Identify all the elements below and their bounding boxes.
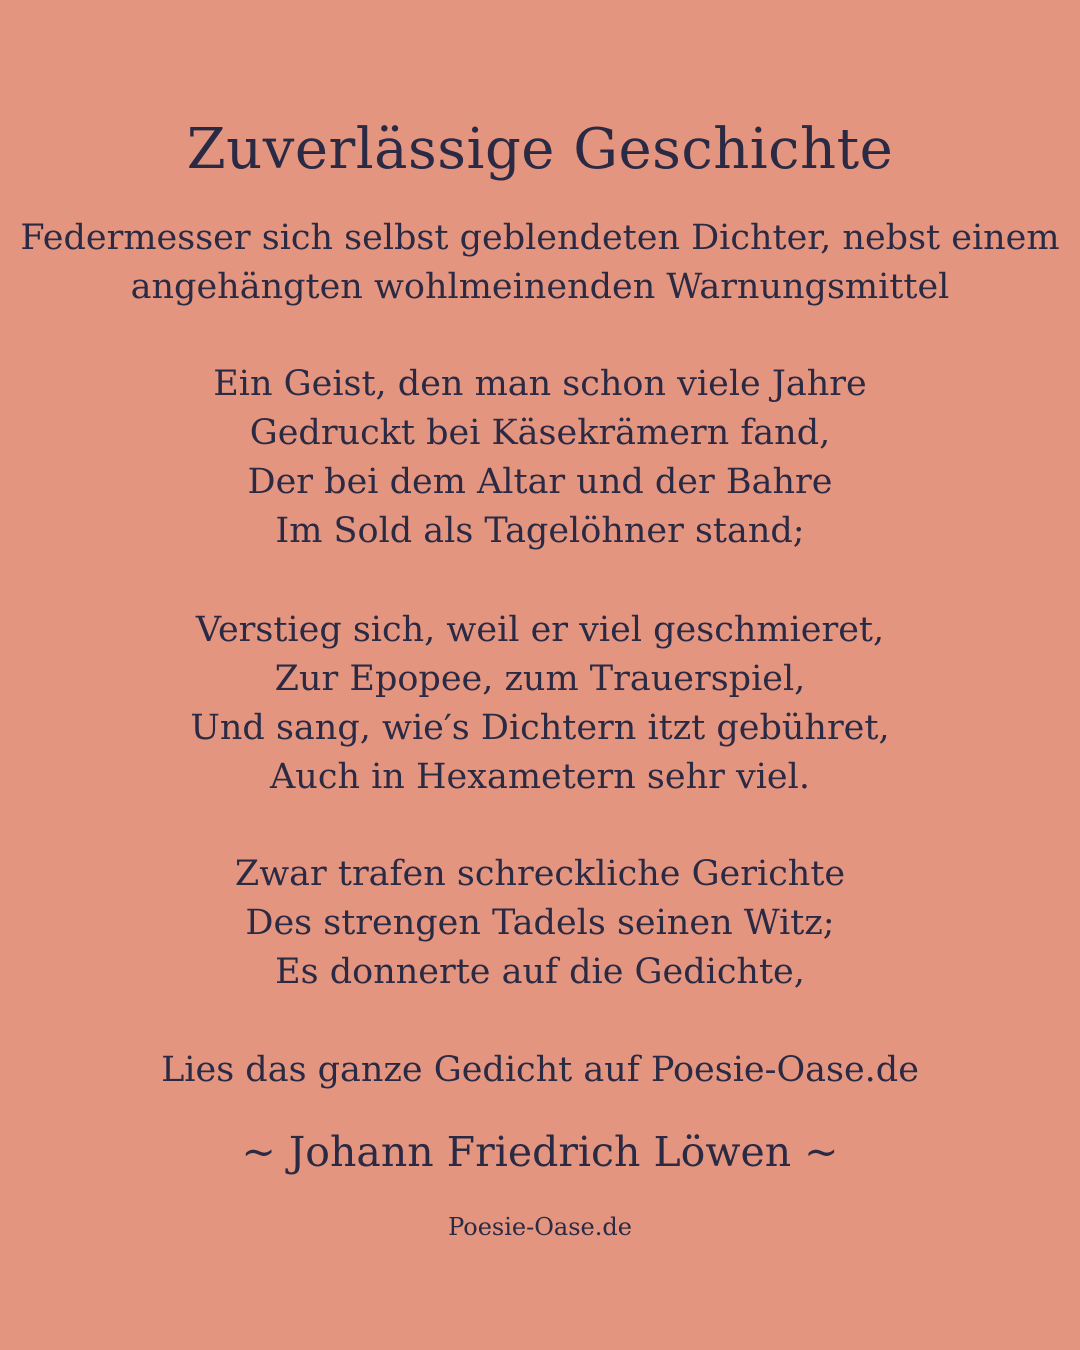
verse-line: Auch in Hexametern sehr viel.	[270, 757, 810, 797]
site-watermark: Poesie-Oase.de	[448, 1213, 632, 1241]
poem-subtitle	[20, 214, 1060, 312]
subtitle-line: angehängten wohlmeinenden Warnungsmittel	[130, 267, 950, 307]
subtitle-line: Federmesser sich selbst geblendeten Dichter, nebst einem	[20, 218, 1060, 258]
verse-line: Gedruckt bei Käsekrämern fand,	[249, 413, 831, 453]
read-more-text: Lies das ganze Gedicht auf Poesie-Oase.de	[161, 1050, 919, 1090]
verse-line: Der bei dem Altar und der Bahre	[247, 462, 833, 502]
verse-line: Verstieg sich, weil er viel geschmieret,	[195, 610, 885, 650]
poem-title: Zuverlässige Geschichte	[186, 117, 894, 182]
verse-line: Ein Geist, den man schon viele Jahre	[213, 364, 867, 404]
stanza-1	[0, 360, 1080, 556]
verse-line: Und sang, wie′s Dichtern itzt gebühret,	[190, 708, 890, 748]
author-name: ~ Johann Friedrich Löwen ~	[241, 1128, 839, 1176]
verse-line: Zwar trafen schreckliche Gerichte	[234, 854, 846, 894]
verse-line: Im Sold als Tagelöhner stand;	[275, 511, 805, 551]
verse-line: Zur Epopee, zum Trauerspiel,	[274, 659, 806, 699]
stanza-2	[0, 606, 1080, 802]
verse-line: Es donnerte auf die Gedichte,	[275, 952, 805, 992]
verse-line: Des strengen Tadels seinen Witz;	[245, 903, 835, 943]
stanza-3	[0, 850, 1080, 997]
